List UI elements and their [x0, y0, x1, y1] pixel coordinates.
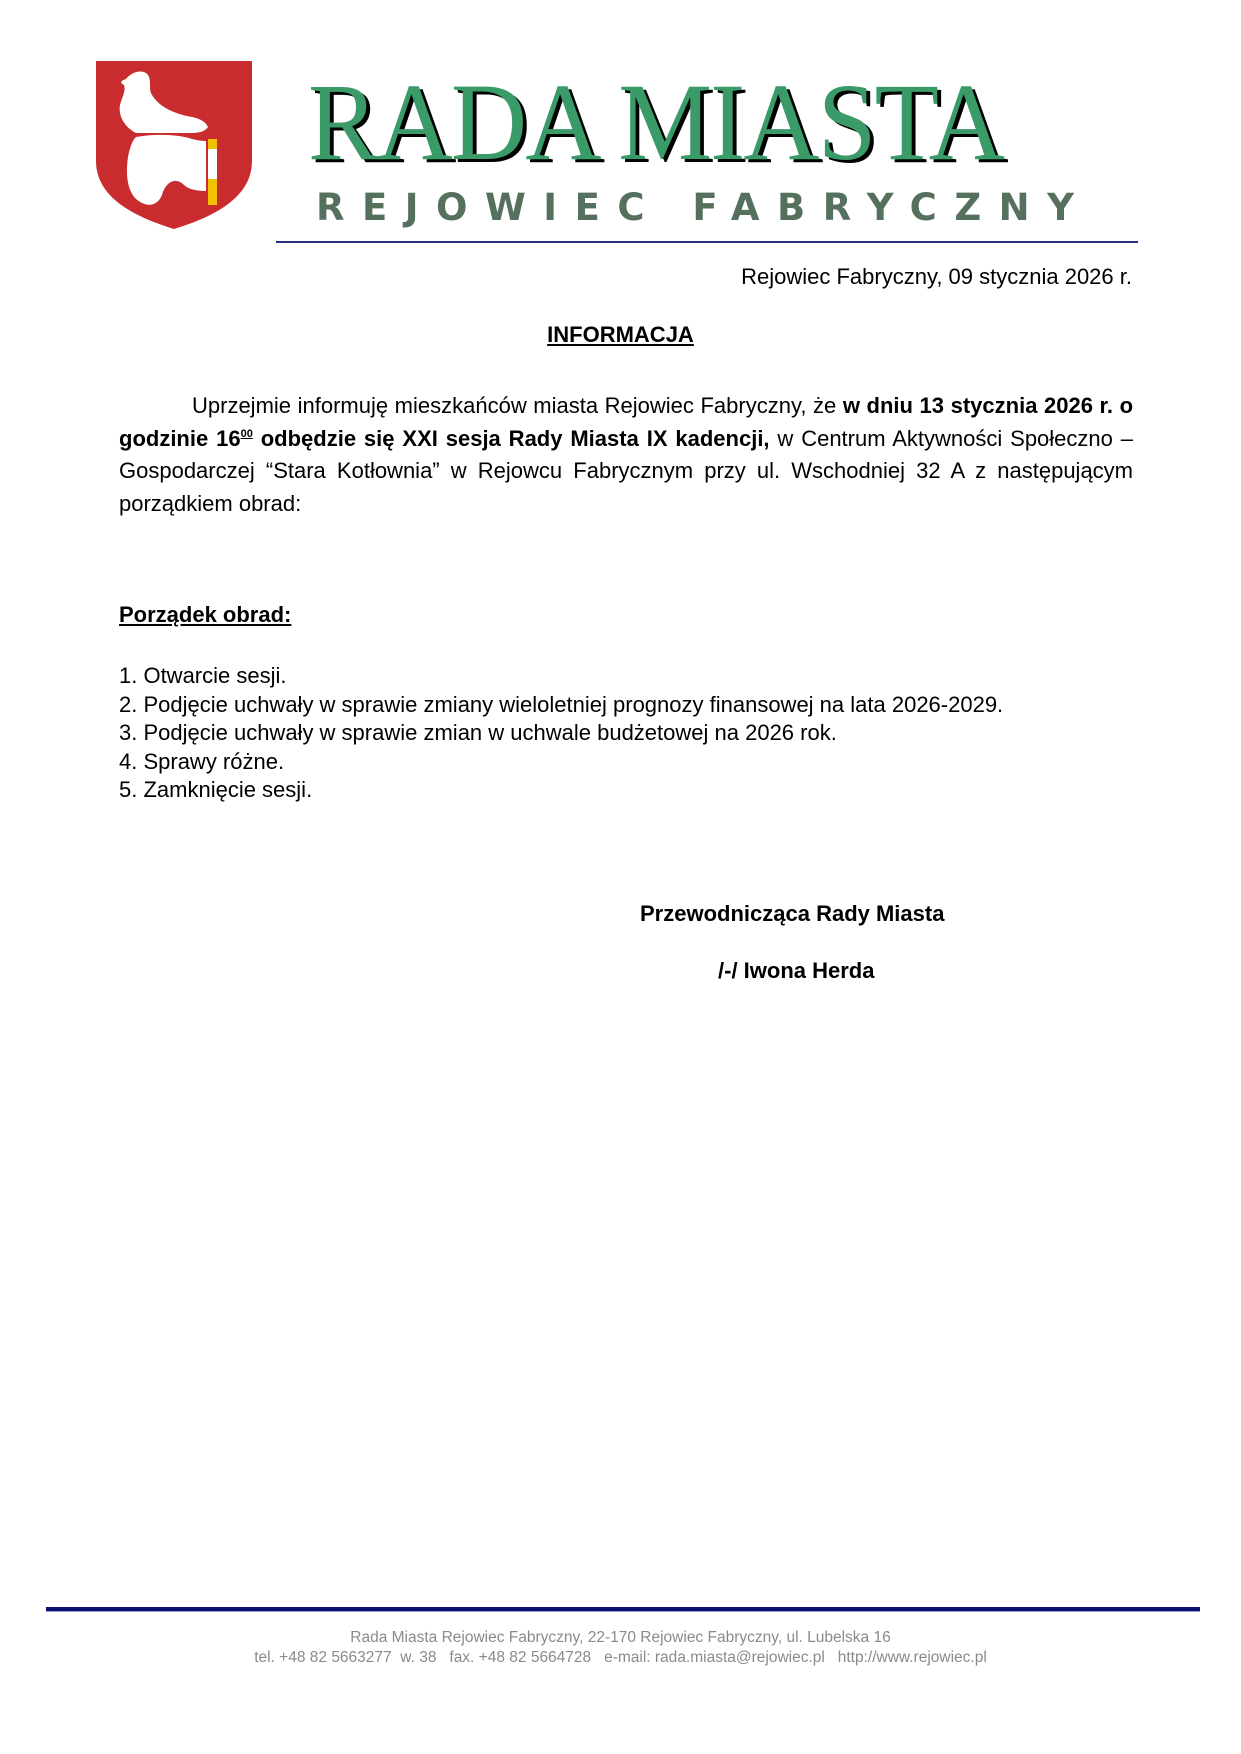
signature-name: /-/ Iwona Herda — [718, 958, 875, 983]
agenda-heading: Porządek obrad: — [119, 602, 292, 627]
time-minutes-sup: 00 — [240, 427, 253, 440]
agenda-list — [119, 662, 1003, 805]
session-date-text: w dniu 13 stycznia 2026 r. o godzinie 16 — [119, 393, 1134, 451]
header-divider — [276, 241, 1138, 243]
agenda-item: 4. Sprawy różne. — [119, 748, 285, 774]
footer-contact — [0, 1628, 1241, 1668]
coat-of-arms-icon — [96, 61, 252, 229]
document-title: INFORMACJA — [547, 322, 694, 347]
agenda-item: 3. Podjęcie uchwały w sprawie zmian w uchwale budżetowej na 2026 rok. — [119, 720, 837, 745]
announcement-paragraph — [119, 390, 1133, 521]
footer-divider — [46, 1607, 1200, 1612]
header-title: RADA MIASTA — [308, 61, 1004, 183]
place-and-date: Rejowiec Fabryczny, 09 stycznia 2026 r. — [741, 264, 1132, 289]
session-location: w Centrum Aktywności Społeczno – Gospodarczej “Stara Kotłownia” w Rejowcu Fabrycznym przy ul. Wschodniej 32 A z następującym porządkiem obrad: — [119, 425, 1134, 517]
session-description: odbędzie się XXI sesja Rady Miasta IX kadencji, — [252, 425, 770, 451]
footer-contact-details: tel. +48 82 5663277 w. 38 fax. +48 82 5664728 e-mail: rada.miasta@rejowiec.pl http://www.rejowiec.pl — [254, 1649, 987, 1666]
signature-role: Przewodnicząca Rady Miasta — [640, 901, 945, 926]
header-subtitle: REJOWIEC FABRYCZNY — [316, 186, 1092, 229]
paragraph-intro: Uprzejmie informuję mieszkańców miasta Rejowiec Fabryczny, że — [192, 393, 843, 418]
footer-address: Rada Miasta Rejowiec Fabryczny, 22-170 Rejowiec Fabryczny, ul. Lubelska 16 — [350, 1629, 891, 1646]
agenda-item: 5. Zamknięcie sesji. — [119, 777, 313, 802]
agenda-item: 1. Otwarcie sesji. — [119, 663, 287, 688]
agenda-item: 2. Podjęcie uchwały w sprawie zmiany wieloletniej prognozy finansowej na lata 2026-2029. — [119, 691, 1004, 717]
